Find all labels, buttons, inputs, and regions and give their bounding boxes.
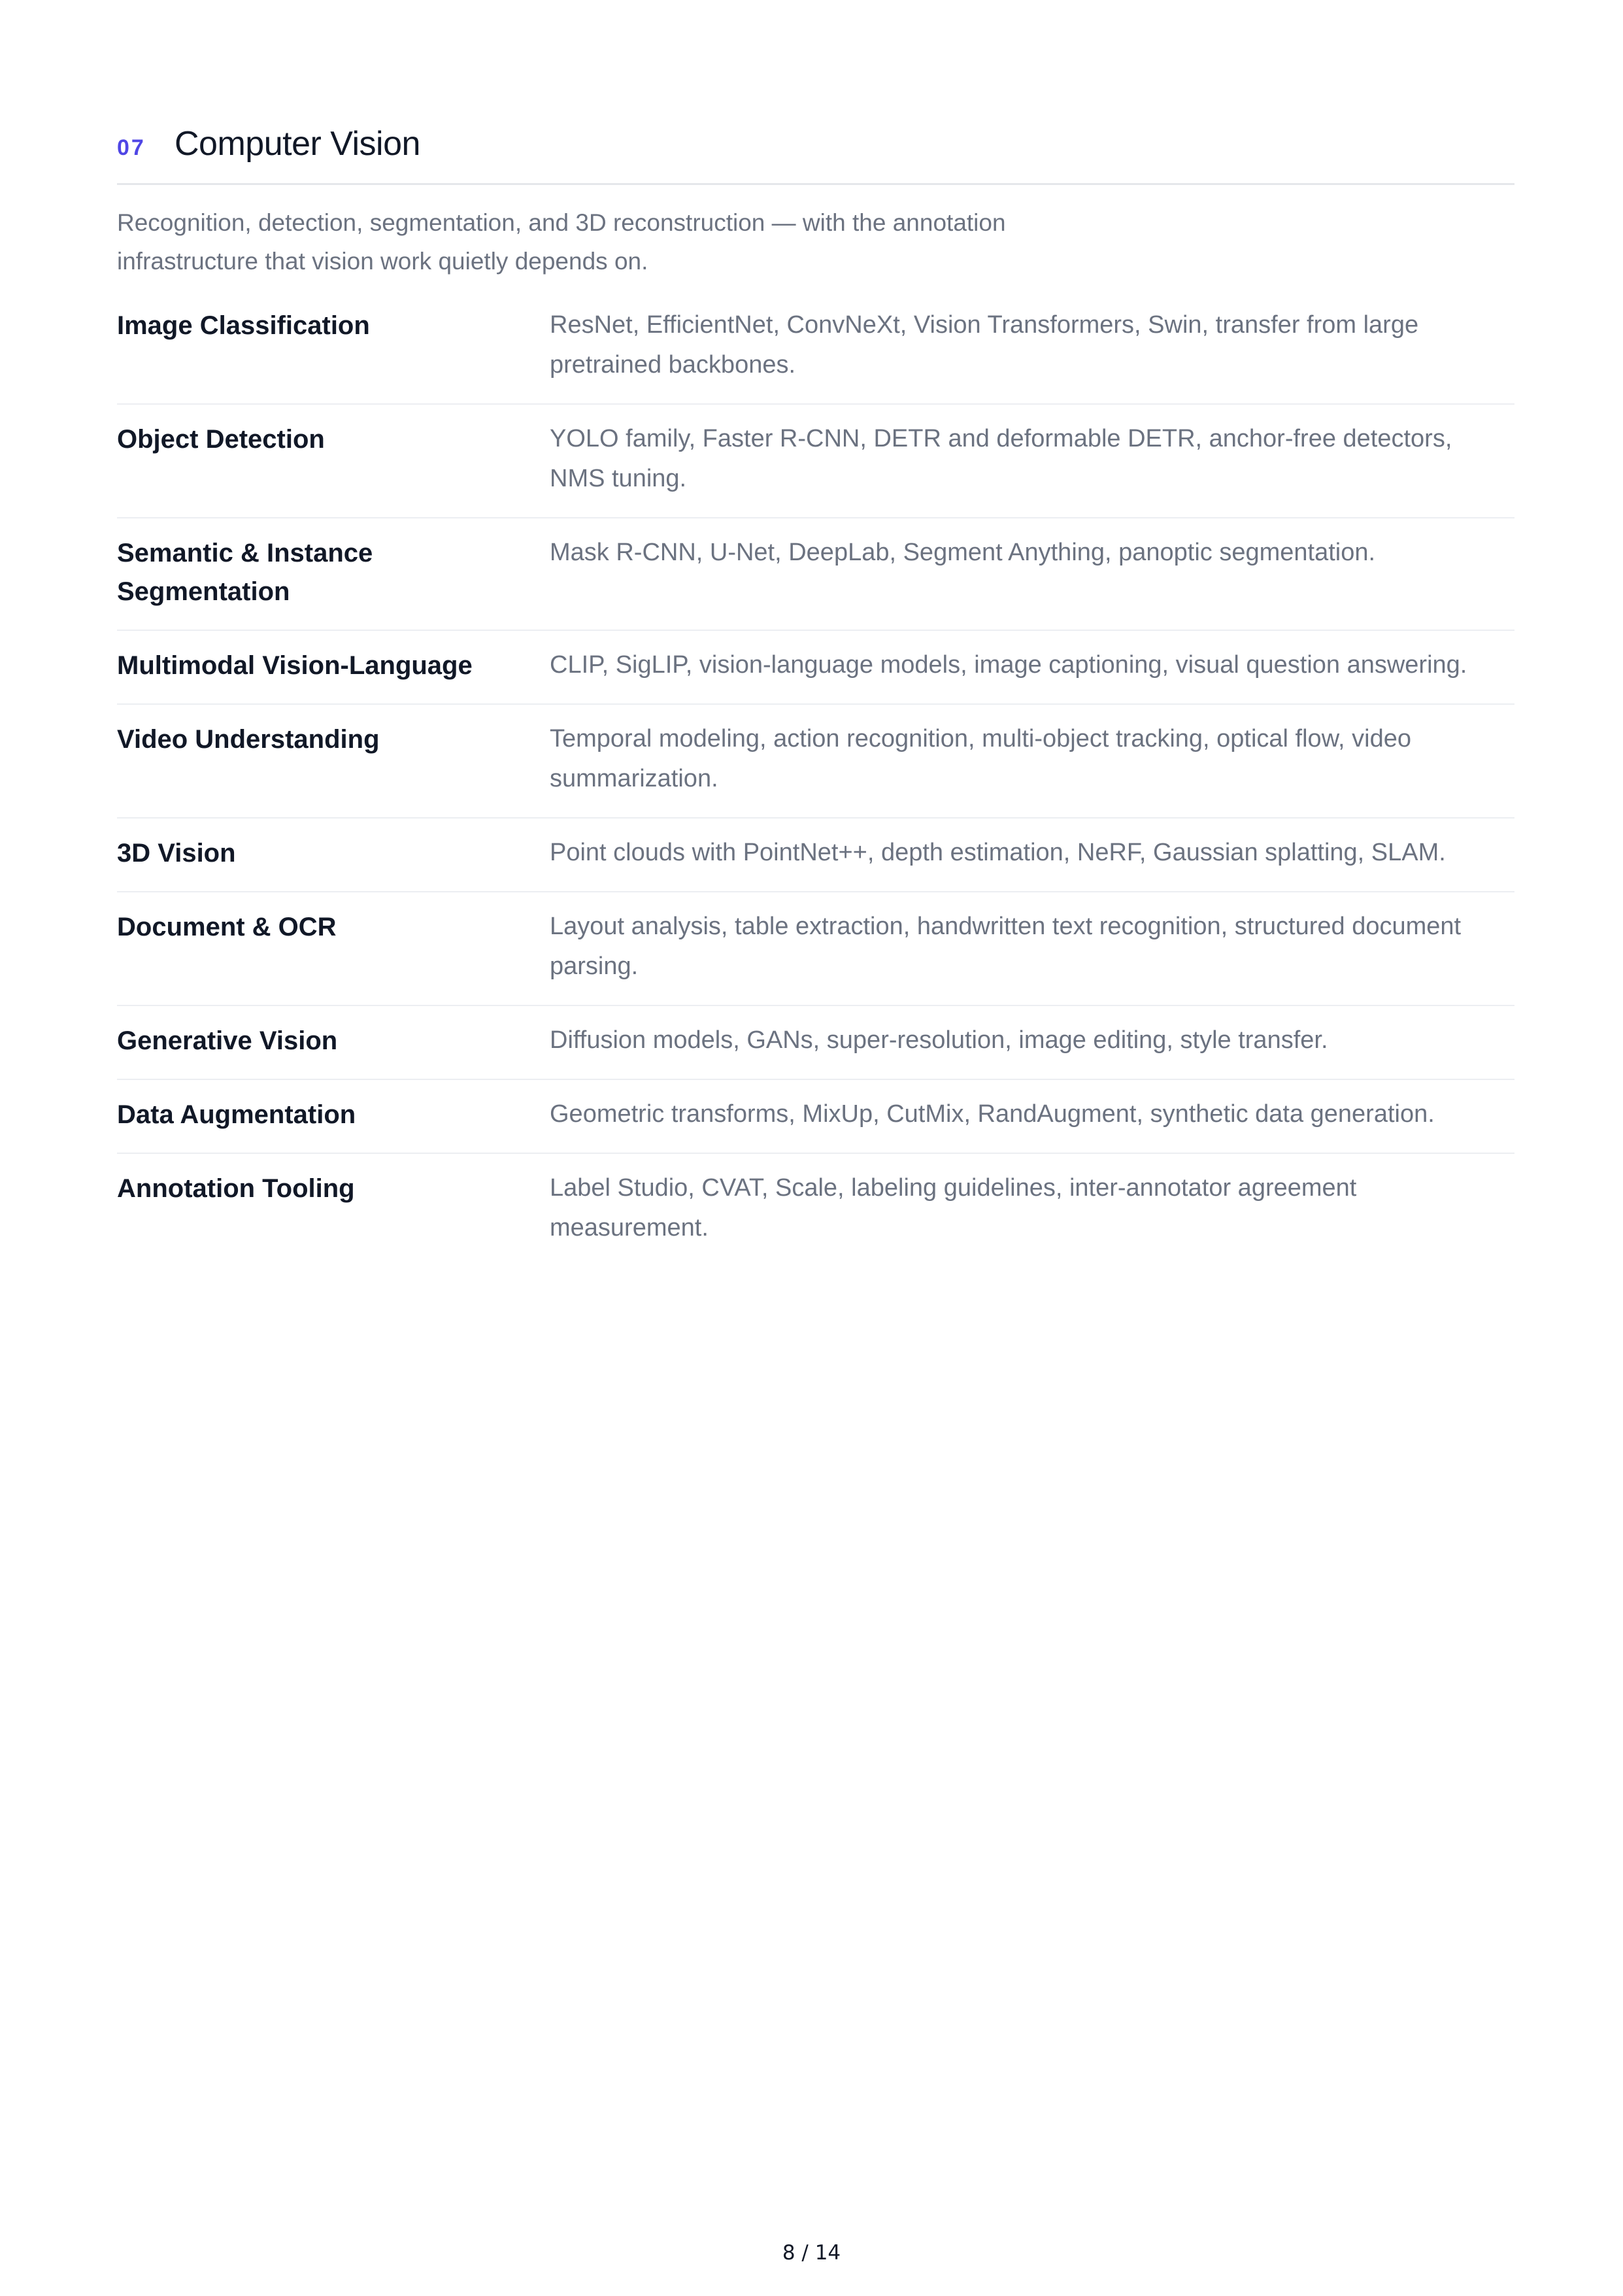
- topic-description: Mask R-CNN, U-Net, DeepLab, Segment Anything, panoptic segmentation.: [550, 539, 1376, 566]
- topic-row: [117, 1080, 1514, 1154]
- section-header: [117, 124, 1514, 185]
- topic-name: 3D Vision: [117, 839, 236, 868]
- topic-row: [117, 1006, 1514, 1080]
- section-number: 07: [117, 135, 146, 160]
- topic-name: Annotation Tooling: [117, 1174, 355, 1203]
- topic-description: Geometric transforms, MixUp, CutMix, RandAugment, synthetic data generation.: [550, 1100, 1435, 1128]
- topic-list: [117, 305, 1514, 1266]
- topic-name: Data Augmentation: [117, 1100, 356, 1129]
- section-title: Computer Vision: [175, 125, 420, 163]
- topic-description: Layout analysis, table extraction, handwritten text recognition, structured document parsing.: [550, 913, 1462, 980]
- topic-description: Label Studio, CVAT, Scale, labeling guidelines, inter-annotator agreement measurement.: [550, 1174, 1357, 1241]
- topic-row: [117, 705, 1514, 819]
- topic-description: Diffusion models, GANs, super-resolution, image editing, style transfer.: [550, 1026, 1328, 1054]
- topic-description: CLIP, SigLIP, vision-language models, image captioning, visual question answering.: [550, 651, 1467, 679]
- topic-row: [117, 518, 1514, 631]
- topic-description: Temporal modeling, action recognition, multi-object tracking, optical flow, video summarization.: [550, 725, 1411, 792]
- topic-name: Image Classification: [117, 311, 370, 340]
- topic-row: [117, 1154, 1514, 1266]
- topic-name: Document & OCR: [117, 913, 337, 941]
- topic-description: YOLO family, Faster R-CNN, DETR and deformable DETR, anchor-free detectors, NMS tuning.: [550, 425, 1452, 492]
- topic-name: Object Detection: [117, 425, 325, 454]
- topic-name: Multimodal Vision-Language: [117, 651, 473, 680]
- topic-row: [117, 305, 1514, 405]
- topic-name: Generative Vision: [117, 1026, 338, 1055]
- topic-description: ResNet, EfficientNet, ConvNeXt, Vision Transformers, Swin, transfer from large pretrained backbones.: [550, 311, 1419, 379]
- topic-row: [117, 405, 1514, 518]
- topic-row: [117, 819, 1514, 892]
- topic-row: [117, 892, 1514, 1006]
- page-number: 8 / 14: [782, 2241, 841, 2265]
- section-intro: Recognition, detection, segmentation, and 3D reconstruction — with the annotation infrastructure that vision work quietly depends on.: [117, 209, 1006, 275]
- topic-row: [117, 631, 1514, 705]
- topic-description: Point clouds with PointNet++, depth estimation, NeRF, Gaussian splatting, SLAM.: [550, 839, 1446, 866]
- page-content: [117, 124, 1514, 1266]
- topic-name: Video Understanding: [117, 725, 380, 754]
- topic-name: Semantic & Instance Segmentation: [117, 539, 373, 606]
